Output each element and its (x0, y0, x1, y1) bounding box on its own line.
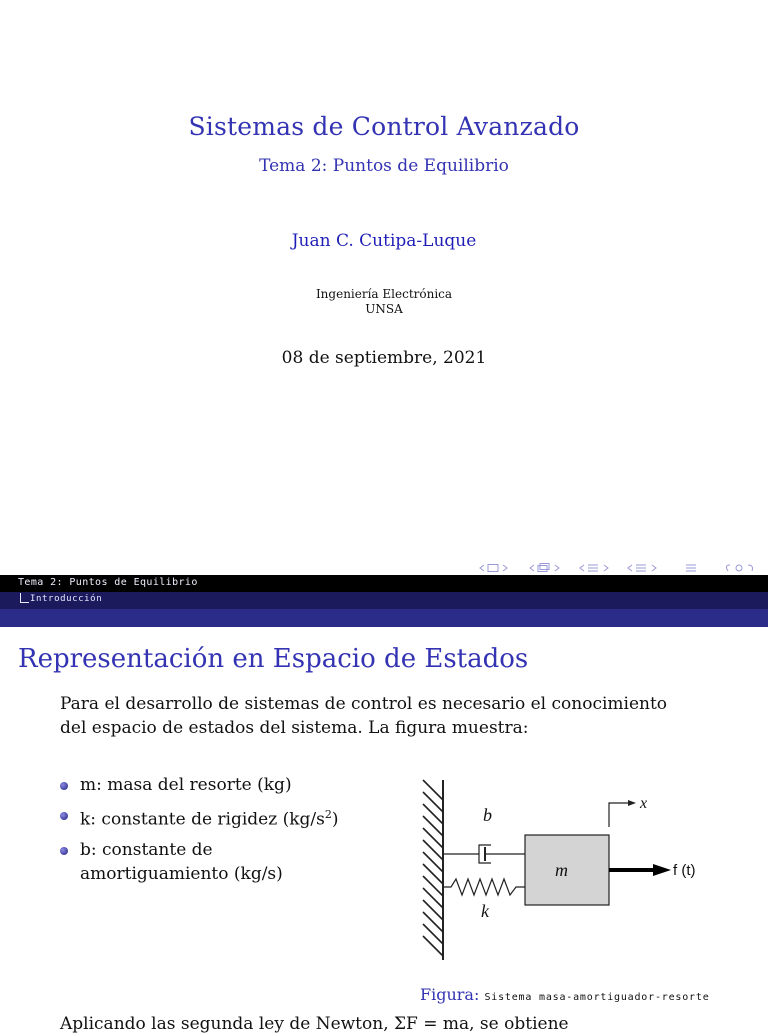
nav-frame-next-icon[interactable] (503, 565, 507, 571)
list-item-text: b: constante de (80, 839, 213, 860)
presentation-subtitle: Tema 2: Puntos de Equilibrio (259, 156, 509, 176)
list-item-text-continued: amortiguamiento (kg/s) (80, 863, 283, 884)
nav-search-icon[interactable] (736, 565, 742, 571)
header-subsection-bar (0, 592, 768, 609)
label-stiffness: k (481, 901, 489, 921)
beamer-navigation-symbols (476, 561, 766, 575)
nav-section-prev-icon[interactable] (580, 565, 584, 571)
institution (0, 287, 768, 317)
label-mass: m (555, 860, 568, 880)
nav-doc-icon[interactable] (636, 565, 646, 571)
list-item (60, 803, 400, 832)
nav-frame-prev-icon[interactable] (480, 565, 484, 571)
nav-appendix-icon[interactable] (686, 565, 696, 571)
mass-spring-damper-figure (415, 775, 715, 965)
position-reference (609, 803, 629, 827)
figure-caption (420, 985, 710, 1004)
institution-university: UNSA (365, 302, 403, 316)
header-section-bar (0, 575, 768, 592)
spring (443, 879, 525, 895)
bullet-icon (60, 782, 68, 790)
nav-subsection-icon[interactable] (538, 564, 549, 572)
cutoff-paragraph: Aplicando las segunda ley de Newton, ΣF = ma, se obtiene (60, 1014, 569, 1034)
wall-hatching (423, 780, 443, 956)
intro-paragraph (60, 692, 740, 740)
nav-back-icon[interactable] (726, 565, 730, 571)
list-item-superscript: 2 (324, 808, 332, 821)
institution-department: Ingeniería Electrónica (315, 287, 453, 301)
tree-corner-icon (20, 593, 29, 603)
author-name: Juan C. Cutipa-Luque (291, 231, 477, 251)
label-damping: b (483, 805, 492, 825)
position-arrowhead (628, 800, 636, 806)
caption-label: Figura: (420, 985, 480, 1004)
header-section-title: Tema 2: Puntos de Equilibrio (18, 577, 198, 588)
frame-title: Representación en Espacio de Estados (18, 644, 529, 674)
nav-doc-next-icon[interactable] (652, 565, 656, 571)
presentation-date: 08 de septiembre, 2021 (281, 348, 487, 368)
caption-text: Sistema masa-amortiguador-resorte (484, 992, 710, 1003)
force-arrowhead (653, 864, 671, 876)
parameter-list (60, 773, 400, 892)
list-item-text-end: ) (331, 809, 339, 830)
intro-paragraph-line: del espacio de estados del sistema. La figura muestra: (60, 718, 529, 738)
label-force: f (t) (673, 862, 696, 879)
nav-doc-prev-icon[interactable] (628, 565, 632, 571)
list-item (60, 773, 400, 797)
nav-frame-icon[interactable] (488, 565, 498, 572)
header-subsection-title: Introducción (30, 594, 103, 604)
list-item-text: k: constante de rigidez (kg/s (80, 809, 325, 830)
list-item (60, 838, 400, 886)
presentation-title: Sistemas de Control Avanzado (188, 112, 580, 141)
label-position: x (640, 795, 648, 812)
damper (443, 845, 525, 863)
list-item-text: m: masa del resorte (kg) (80, 775, 292, 795)
nav-section-icon[interactable] (588, 565, 598, 571)
nav-forward-icon[interactable] (748, 565, 753, 571)
header-decoration-bar (0, 609, 768, 627)
nav-subsection-prev-icon[interactable] (530, 565, 534, 571)
nav-section-next-icon[interactable] (604, 565, 608, 571)
bullet-icon (60, 812, 68, 820)
intro-paragraph-line: Para el desarrollo de sistemas de control es necesario el conocimiento (60, 694, 668, 714)
nav-subsection-next-icon[interactable] (555, 565, 559, 571)
bullet-icon (60, 847, 68, 855)
